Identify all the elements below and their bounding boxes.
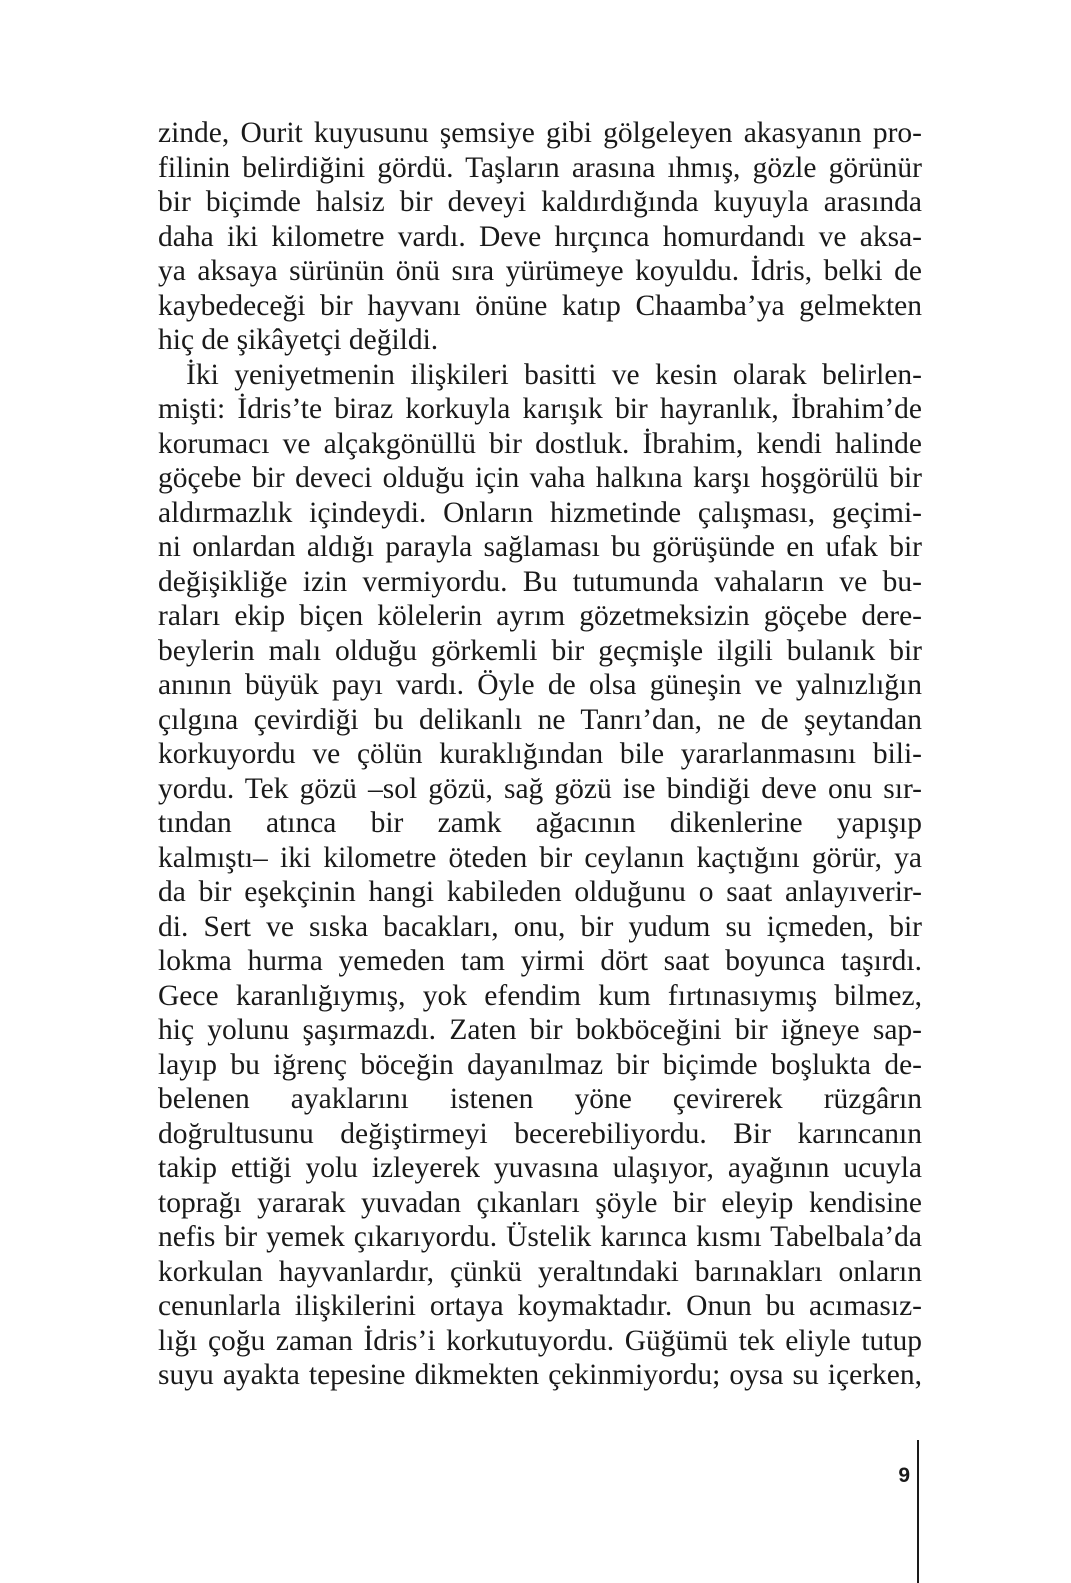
text-line: anının büyük payı vardı. Öyle de olsa güneşin ve yalnızlığın bbox=[158, 669, 922, 701]
text-line: doğrultusunu değiştirmeyi becerebiliyordu. Bir karıncanın bbox=[158, 1117, 922, 1150]
text-line: layıp bu iğrenç böceğin dayanılmaz bir biçimde boşlukta de- bbox=[158, 1048, 922, 1081]
text-line: yordu. Tek gözü –sol gözü, sağ gözü ise bindiği deve onu sır- bbox=[158, 772, 922, 805]
page-margin-rule bbox=[917, 1440, 919, 1583]
text-line: bir biçimde halsiz bir deveyi kaldırdığında kuyuyla arasında bbox=[158, 186, 922, 218]
text-line: hiç de şikâyetçi değildi. bbox=[158, 324, 439, 356]
text-line: lokma hurma yemeden tam yirmi dört saat boyunca taşırdı. bbox=[158, 945, 922, 977]
text-line: korumacı ve alçakgönüllü bir dostluk. İbrahim, kendi halinde bbox=[158, 427, 922, 460]
text-line: suyu ayakta tepesine dikmekten çekinmiyordu; oysa su içerken, bbox=[158, 1359, 922, 1391]
text-line: filinin belirdiğini gördü. Taşların arasına ıhmış, gözle görünür bbox=[158, 151, 922, 184]
text-line: raları ekip biçen kölelerin ayrım gözetmeksizin göçebe dere- bbox=[158, 600, 922, 632]
text-line: kalmıştı– iki kilometre öteden bir ceylanın kaçtığını görür, ya bbox=[158, 841, 922, 874]
text-line: Gece karanlığıymış, yok efendim kum fırtınasıymış bilmez, bbox=[158, 979, 922, 1012]
text-line: korkulan hayvanlardır, çünkü yeraltındaki barınakları onların bbox=[158, 1255, 922, 1288]
text-line: beylerin malı olduğu görkemli bir geçmişle ilgili bulanık bir bbox=[158, 634, 922, 667]
body-text bbox=[158, 116, 922, 1393]
text-line: zinde, Ourit kuyusunu şemsiye gibi gölgeleyen akasyanın pro- bbox=[158, 117, 922, 149]
text-line: cenunlarla ilişkilerini ortaya koymaktadır. Onun bu acımasız- bbox=[158, 1290, 922, 1322]
text-line: göçebe bir deveci olduğu için vaha halkına karşı hoşgörülü bir bbox=[158, 462, 922, 494]
text-line: daha iki kilometre vardı. Deve hırçınca homurdandı ve aksa- bbox=[158, 220, 922, 253]
text-line: kaybedeceği bir hayvanı önüne katıp Chaamba’ya gelmekten bbox=[158, 289, 922, 322]
text-line: ya aksaya sürünün önü sıra yürümeye koyuldu. İdris, belki de bbox=[158, 255, 922, 287]
text-line: belenen ayaklarını istenen yöne çevirerek rüzgârın bbox=[158, 1083, 922, 1115]
text-line: korkuyordu ve çölün kuraklığından bile yararlanmasını bili- bbox=[158, 738, 922, 770]
text-line: nefis bir yemek çıkarıyordu. Üstelik karınca kısmı Tabelbala’da bbox=[158, 1221, 922, 1253]
text-line: tından atınca bir zamk ağacının dikenlerine yapışıp bbox=[158, 807, 922, 839]
text-line: toprağı yararak yuvadan çıkanları şöyle bir eleyip kendisine bbox=[158, 1186, 922, 1219]
text-line: ni onlardan aldığı parayla sağlaması bu görüşünde en ufak bir bbox=[158, 531, 922, 563]
text-line: İki yeniyetmenin ilişkileri basitti ve kesin olarak belirlen- bbox=[186, 358, 922, 391]
text-line: mişti: İdris’te biraz korkuyla karışık bir hayranlık, İbrahim’de bbox=[158, 393, 922, 425]
text-line: di. Sert ve sıska bacakları, onu, bir yudum su içmeden, bir bbox=[158, 910, 922, 943]
page-number: 9 bbox=[898, 1464, 910, 1487]
text-line: çılgına çevirdiği bu delikanlı ne Tanrı’dan, ne de şeytandan bbox=[158, 703, 922, 736]
text-line: takip ettiği yolu izleyerek yuvasına ulaşıyor, ayağının ucuyla bbox=[158, 1152, 922, 1184]
text-line: da bir eşekçinin hangi kabileden olduğunu o saat anlayıverir- bbox=[158, 876, 922, 908]
text-line: değişikliğe izin vermiyordu. Bu tutumunda vahaların ve bu- bbox=[158, 565, 922, 598]
text-line: lığı çoğu zaman İdris’i korkutuyordu. Güğümü tek eliyle tutup bbox=[158, 1324, 922, 1357]
text-line: hiç yolunu şaşırmazdı. Zaten bir bokböceğini bir iğneye sap- bbox=[158, 1014, 922, 1046]
text-line: aldırmazlık içindeydi. Onların hizmetinde çalışması, geçimi- bbox=[158, 496, 922, 529]
